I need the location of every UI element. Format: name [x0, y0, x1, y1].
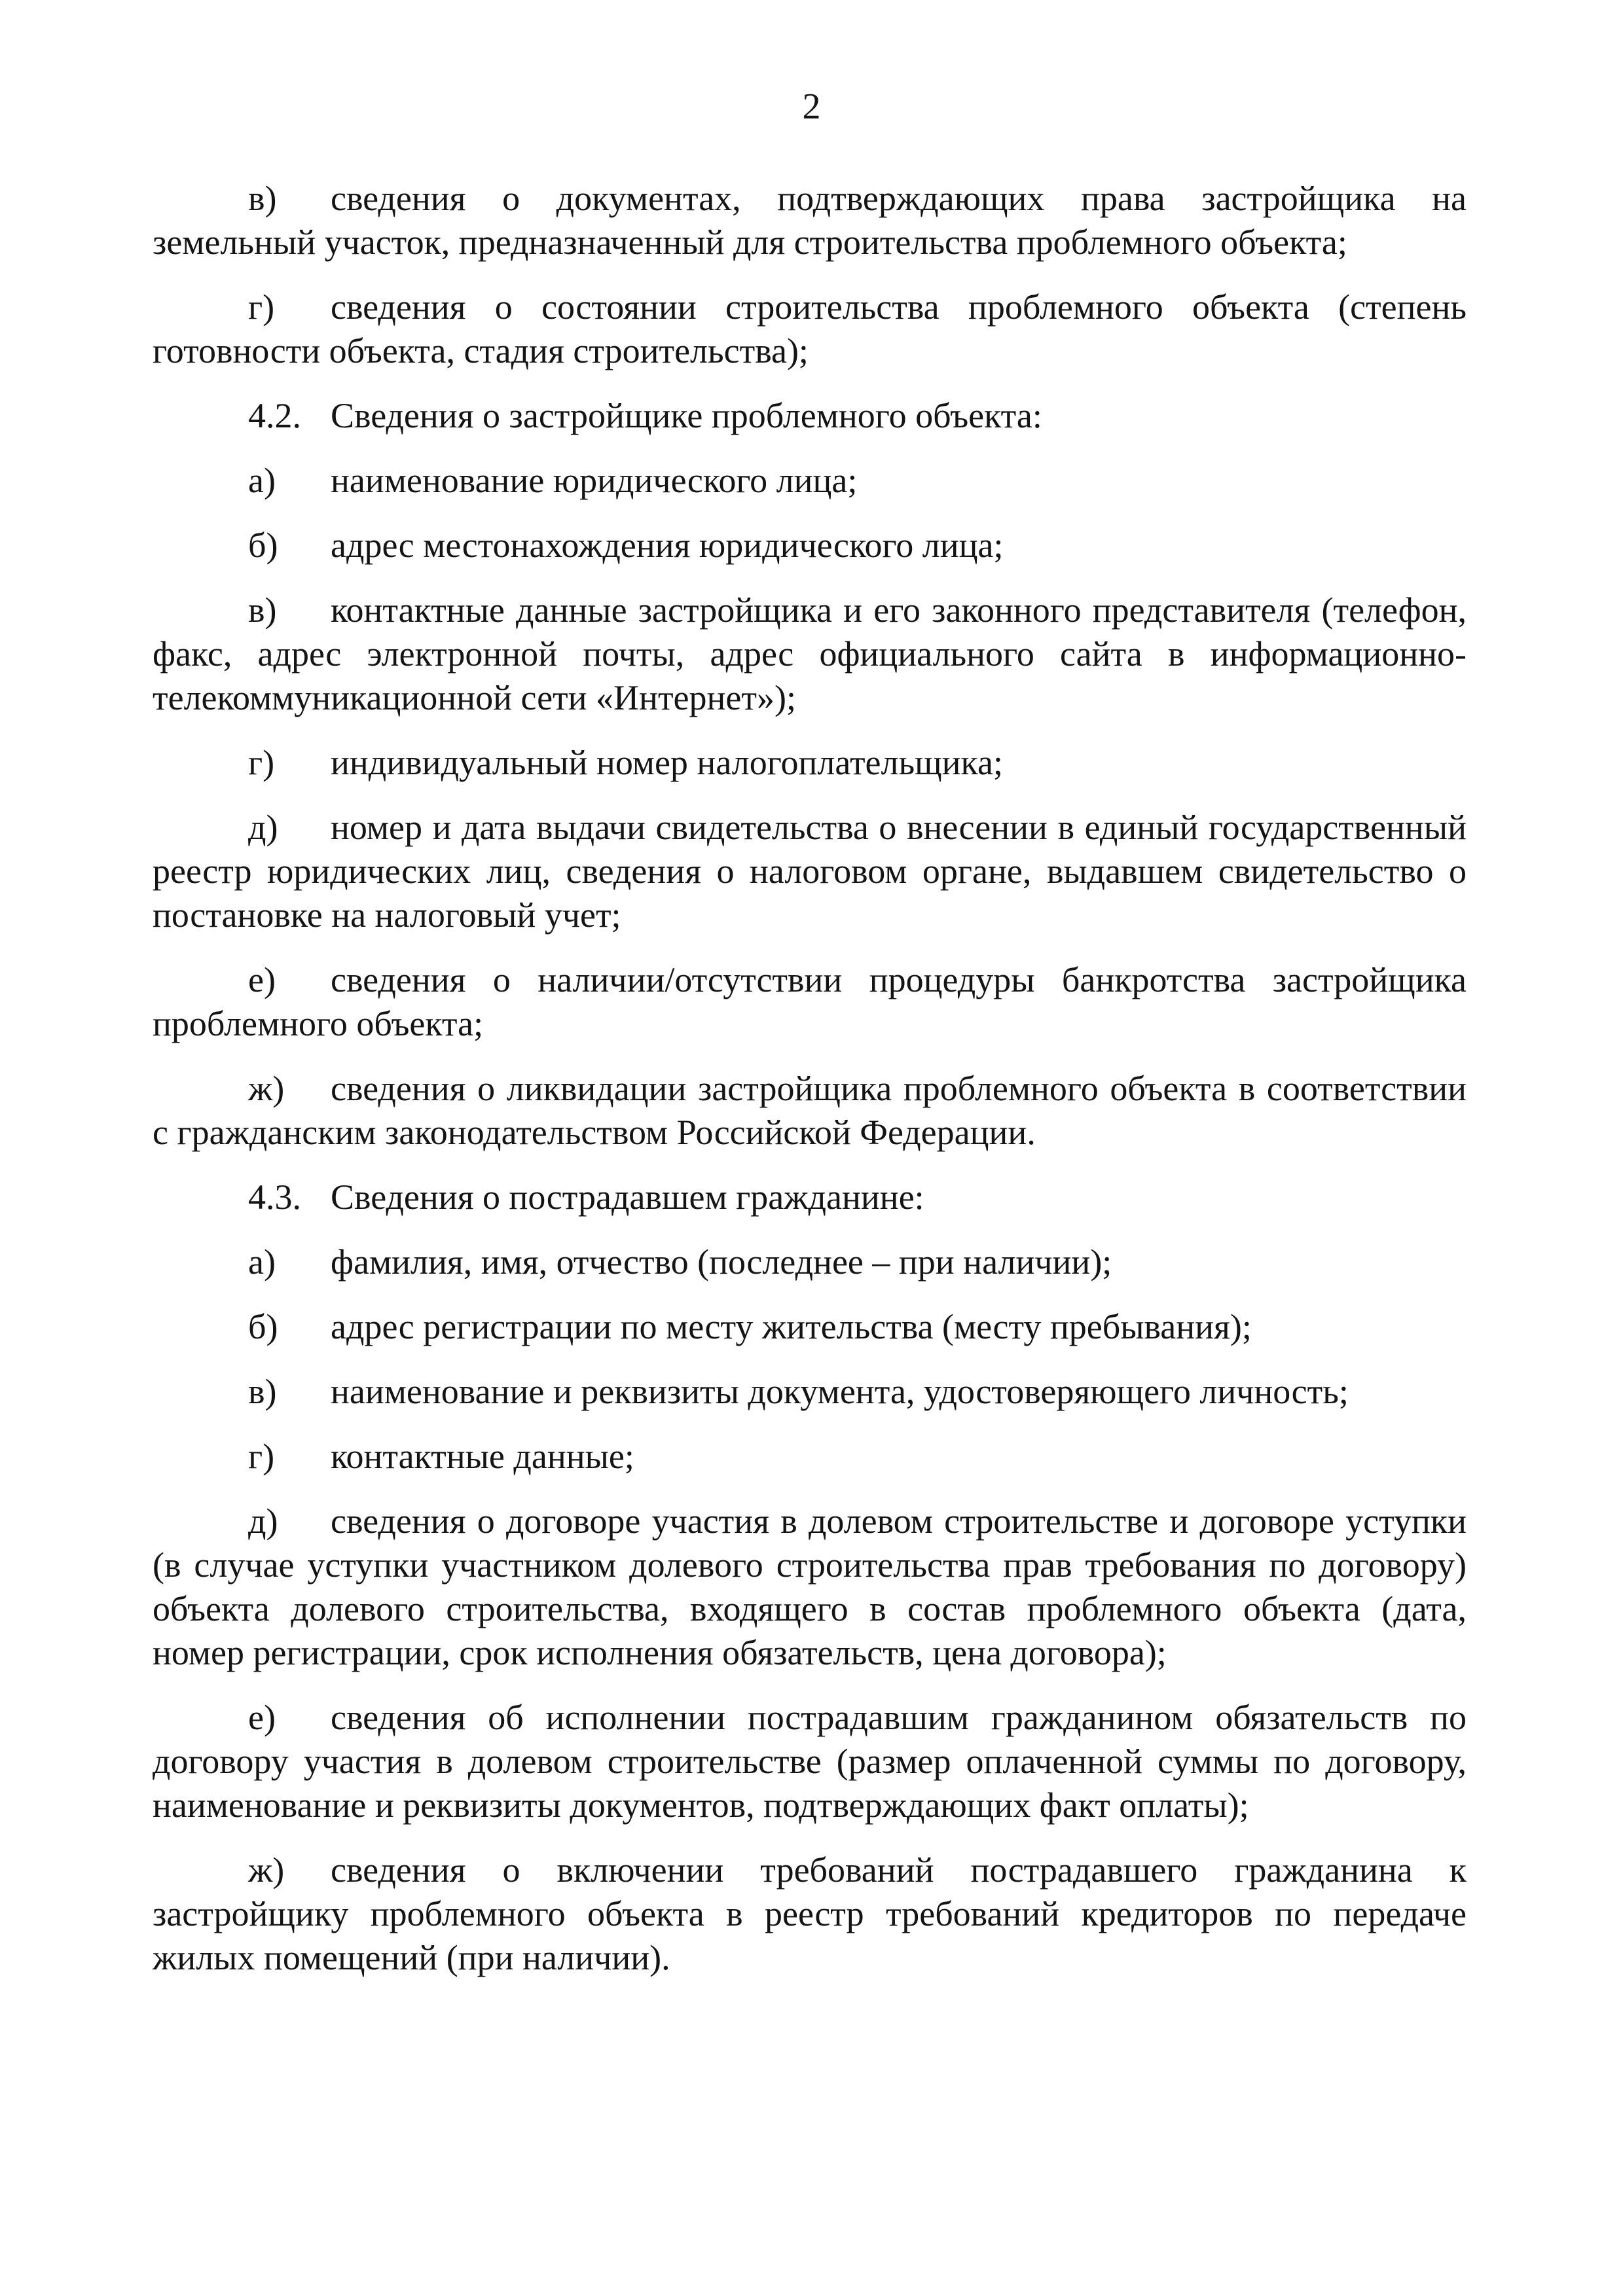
item-marker: в)	[248, 590, 277, 630]
document-body	[153, 177, 1467, 2001]
paragraph-text: контактные данные застройщика и его законного представителя (телефон, факс, адрес электронной почты, адрес официального сайта в информационно-телекоммуникационной сети «Интернет»);	[153, 590, 1467, 717]
section-heading-4-2	[153, 394, 1467, 438]
section-number: 4.2.	[248, 396, 301, 435]
paragraph-2-zh	[153, 1067, 1467, 1155]
paragraph-2-e	[153, 958, 1467, 1046]
section-heading-4-3	[153, 1175, 1467, 1219]
paragraph-3-g	[153, 1435, 1467, 1479]
item-marker: д)	[248, 808, 278, 847]
section-heading-text: Сведения о застройщике проблемного объекта:	[331, 396, 1042, 435]
paragraph-1-g	[153, 285, 1467, 373]
paragraph-1-v	[153, 177, 1467, 264]
paragraph-text: наименование юридического лица;	[331, 461, 858, 500]
paragraph-text: контактные данные;	[331, 1437, 634, 1476]
paragraph-text: сведения о наличии/отсутствии процедуры банкротства застройщика проблемного объекта;	[153, 960, 1467, 1043]
paragraph-text: сведения о договоре участия в долевом строительстве и договоре уступки (в случае уступки участником долевого строительства прав требования по договору) объекта долевого строительства, входящего в состав проблемного объекта (дата, номер регистрации, срок исполнения обязательств, цена договора);	[153, 1501, 1467, 1672]
item-marker: б)	[248, 526, 278, 565]
paragraph-text: адрес регистрации по месту жительства (месту пребывания);	[331, 1307, 1252, 1346]
paragraph-2-a	[153, 459, 1467, 503]
item-marker: е)	[248, 1698, 276, 1737]
paragraph-3-v	[153, 1370, 1467, 1414]
page-number: 2	[802, 86, 821, 127]
item-marker: а)	[248, 461, 276, 500]
paragraph-3-d	[153, 1499, 1467, 1675]
section-heading-text: Сведения о пострадавшем гражданине:	[331, 1177, 924, 1217]
item-marker: г)	[248, 1437, 275, 1476]
item-marker: ж)	[248, 1069, 285, 1108]
item-marker: ж)	[248, 1850, 285, 1890]
item-marker: в)	[248, 179, 277, 218]
section-number: 4.3.	[248, 1177, 301, 1217]
paragraph-text: сведения о состоянии строительства проблемного объекта (степень готовности объекта, стадия строительства);	[153, 287, 1467, 370]
paragraph-text: сведения о ликвидации застройщика проблемного объекта в соответствии с гражданским законодательством Российской Федерации.	[153, 1069, 1467, 1152]
item-marker: а)	[248, 1242, 276, 1282]
item-marker: б)	[248, 1307, 278, 1346]
paragraph-2-d	[153, 806, 1467, 937]
paragraph-2-g	[153, 741, 1467, 785]
item-marker: г)	[248, 743, 275, 782]
paragraph-3-zh	[153, 1848, 1467, 1980]
item-marker: е)	[248, 960, 276, 999]
item-marker: д)	[248, 1501, 278, 1541]
paragraph-text: фамилия, имя, отчество (последнее – при наличии);	[331, 1242, 1112, 1282]
paragraph-text: наименование и реквизиты документа, удостоверяющего личность;	[331, 1372, 1349, 1411]
paragraph-text: индивидуальный номер налогоплательщика;	[331, 743, 1003, 782]
paragraph-3-b	[153, 1305, 1467, 1349]
item-marker: г)	[248, 287, 275, 327]
paragraph-2-v	[153, 588, 1467, 720]
paragraph-text: сведения о документах, подтверждающих права застройщика на земельный участок, предназначенный для строительства проблемного объекта;	[153, 179, 1467, 262]
paragraph-3-a	[153, 1240, 1467, 1284]
paragraph-text: адрес местонахождения юридического лица;	[331, 526, 1004, 565]
paragraph-2-b	[153, 524, 1467, 567]
paragraph-3-e	[153, 1696, 1467, 1827]
item-marker: в)	[248, 1372, 277, 1411]
paragraph-text: номер и дата выдачи свидетельства о внесении в единый государственный реестр юридических лиц, сведения о налоговом органе, выдавшем свидетельство о постановке на налоговый учет;	[153, 808, 1467, 935]
paragraph-text: сведения об исполнении пострадавшим гражданином обязательств по договору участия в долевом строительстве (размер оплаченной суммы по договору, наименование и реквизиты документов, подтверждающих факт оплаты);	[153, 1698, 1467, 1825]
paragraph-text: сведения о включении требований пострадавшего гражданина к застройщику проблемного объекта в реестр требований кредиторов по передаче жилых помещений (при наличии).	[153, 1850, 1467, 1977]
